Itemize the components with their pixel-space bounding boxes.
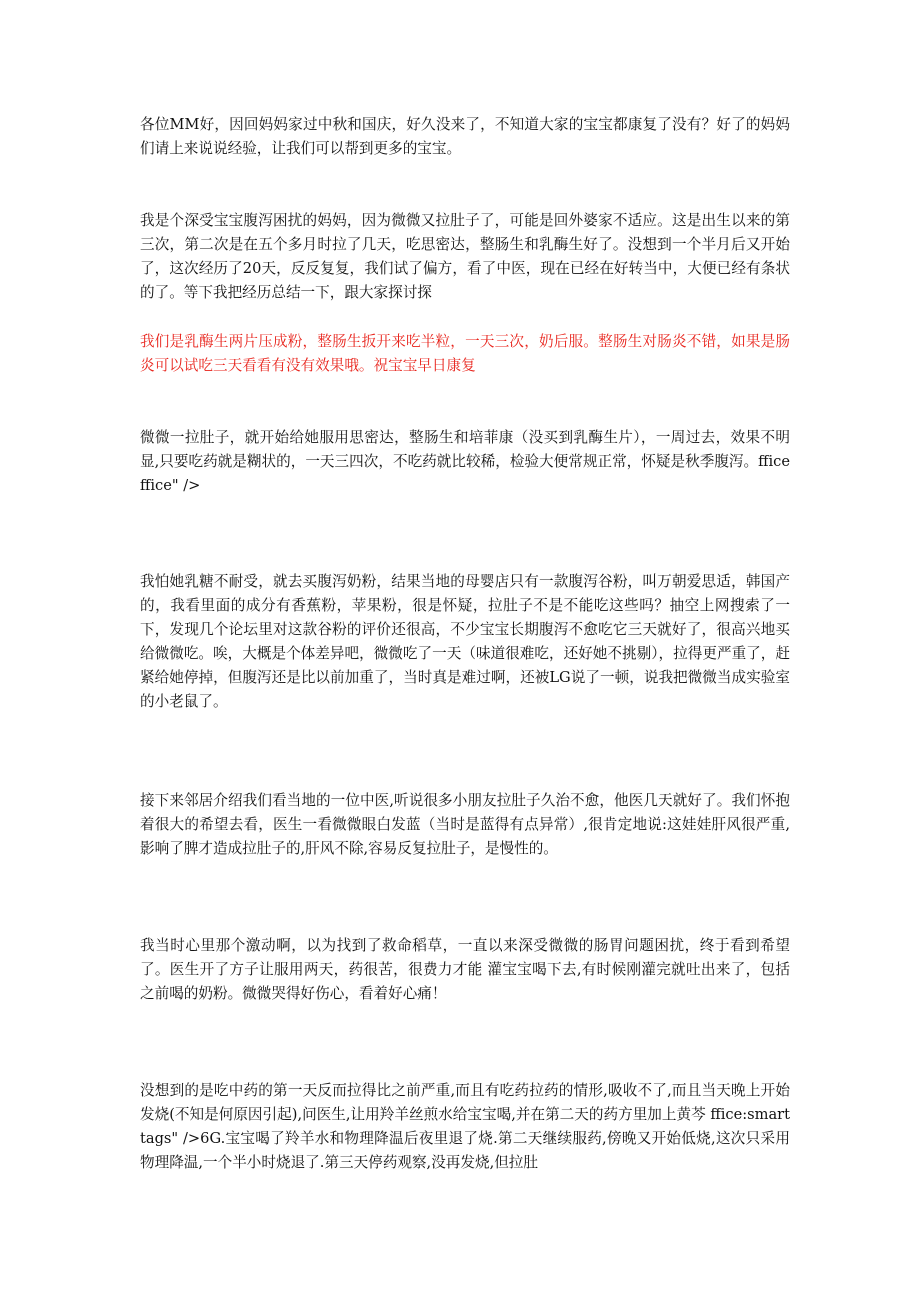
paragraph-5: 我怕她乳糖不耐受，就去买腹泻奶粉，结果当地的母婴店只有一款腹泻谷粉，叫万朝爱思适，韩国产的，我看里面的成分有香蕉粉，苹果粉，很是怀疑，拉肚子不是不能吃这些吗？抽空上网搜索了一下，发现几个论坛里对这款谷粉的评价还很高，不少宝宝长期腹泻不愈吃它三天就好了，很高兴地买给微微吃。唉，大概是个体差异吧，微微吃了一天（味道很难吃，还好她不挑剔），拉得更严重了，赶紧给她停掉，但腹泻还是比以前加重了，当时真是难过啊，还被LG说了一顿，说我把微微当成实验室的小老鼠了。 [140, 573, 790, 710]
paragraph-3-highlight: 我们是乳酶生两片压成粉，整肠生扳开来吃半粒，一天三次，奶后服。整肠生对肠炎不错，如果是肠炎可以试吃三天看看有没有效果哦。祝宝宝早日康复 [140, 333, 790, 374]
paragraph-2: 我是个深受宝宝腹泻困扰的妈妈，因为微微又拉肚子了，可能是回外婆家不适应。这是出生以来的第三次，第二次是在五个多月时拉了几天，吃思密达，整肠生和乳酶生好了。没想到一个半月后又开始了，这次经历了20天，反反复复，我们试了偏方，看了中医，现在已经在好转当中，大便已经有条状的了。等下我把经历总结一下，跟大家探讨探 [140, 212, 790, 301]
paragraph-7: 我当时心里那个激动啊，以为找到了救命稻草，一直以来深受微微的肠胃问题困扰，终于看到希望了。医生开了方子让服用两天，药很苦，很费力才能 灌宝宝喝下去,有时候刚灌完就吐出来了，包括之前喝的奶粉。微微哭得好伤心，看着好心痛！ [140, 937, 790, 1002]
paragraph-8: 没想到的是吃中药的第一天反而拉得比之前严重,而且有吃药拉药的情形,吸收不了,而且当天晚上开始发烧(不知是何原因引起),问医生,让用羚羊丝煎水给宝宝喝,并在第二天的药方里加上黄芩 ffice:smarttags" />6G.宝宝喝了羚羊水和物理降温后夜里退了烧.第二天继续服药,傍晚又开始低烧,这次只采用物理降温,一个半小时烧退了.第三天停药观察,没再发烧,但拉肚 [140, 1082, 790, 1171]
paragraph-1: 各位MM好，因回妈妈家过中秋和国庆，好久没来了，不知道大家的宝宝都康复了没有？好了的妈妈们请上来说说经验，让我们可以帮到更多的宝宝。 [140, 116, 790, 157]
paragraph-4: 微微一拉肚子，就开始给她服用思密达，整肠生和培菲康（没买到乳酶生片），一周过去，效果不明显,只要吃药就是糊状的，一天三四次，不吃药就比较稀，检验大便常规正常，怀疑是秋季腹泻。fficeffice" /> [140, 429, 790, 494]
paragraph-6: 接下来邻居介绍我们看当地的一位中医,听说很多小朋友拉肚子久治不愈，他医几天就好了。我们怀抱着很大的希望去看，医生一看微微眼白发蓝（当时是蓝得有点异常）,很肯定地说:这娃娃肝风很严重,影响了脾才造成拉肚子的,肝风不除,容易反复拉肚子，是慢性的。 [140, 792, 790, 857]
